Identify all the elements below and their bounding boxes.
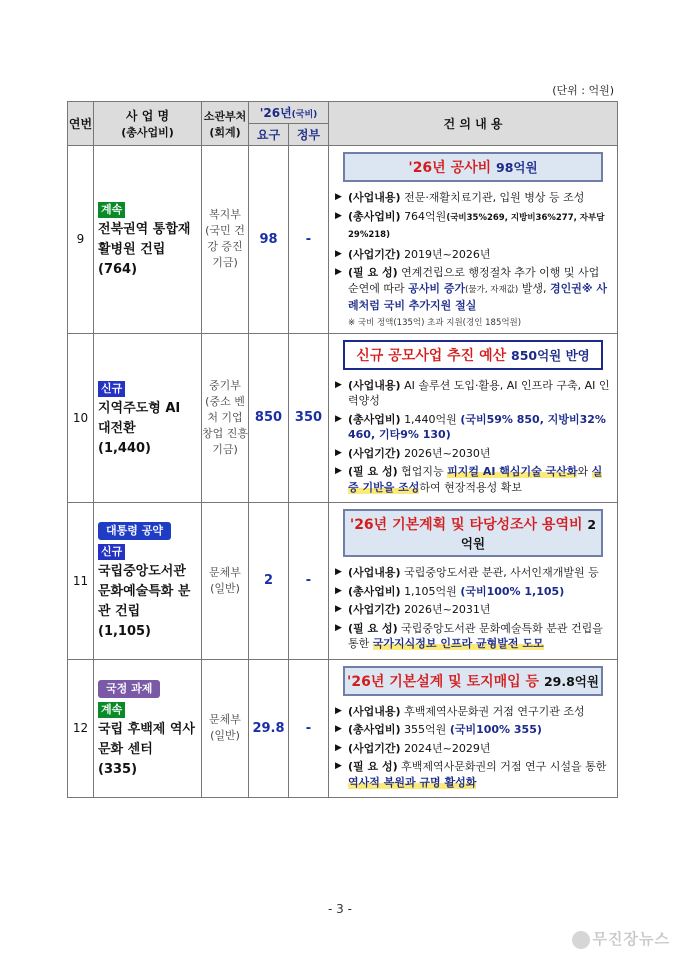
arrow-icon: ▶ (335, 705, 342, 716)
budget-banner: '26년 기본계획 및 타당성조사 용역비 2억원 (343, 509, 603, 557)
arrow-icon: ▶ (335, 267, 342, 277)
project-name: 전북권역 통합재활병원 건립 (98, 222, 191, 258)
watermark: 무진장뉴스 (572, 928, 670, 949)
row-dept: 문체부 (일반) (202, 659, 249, 798)
arrow-icon: ▶ (335, 447, 342, 458)
unit-label: (단위 : 억원) (552, 84, 614, 97)
header-name: 사 업 명 (총사업비) (94, 102, 202, 146)
row-name-cell (94, 146, 202, 334)
content-line: ▶ (필 요 성) 후백제역사문화권의 거점 연구 시설을 통한 역사적 복원과 규명 활성화 (335, 760, 607, 789)
content-line: ▶ (사업내용) 후백제역사문화권 거점 연구기관 조성 (335, 704, 585, 718)
project-name: 국립중앙도서관 문화예술특화 분관 건립 (98, 564, 191, 620)
arrow-icon: ▶ (335, 567, 342, 577)
row-no: 10 (68, 333, 94, 503)
header-content: 건 의 내 용 (329, 102, 618, 146)
header-year: '26년(국비) (249, 102, 329, 124)
content-line: ▶ (필 요 성) 연계건립으로 행정절차 추가 이행 및 사업 순연에 따라 공사비 증가(물가, 자재값) 발생, 경인권※ 사례처럼 국비 추가지원 절실 (335, 266, 607, 312)
content-line: ▶ (사업기간) 2024년~2029년 (335, 741, 491, 755)
row-gov: - (289, 503, 329, 660)
row-dept: 문체부 (일반) (202, 503, 249, 660)
arrow-icon: ▶ (335, 379, 342, 390)
status-badge: 신규 (98, 381, 125, 397)
row-content (329, 146, 618, 334)
arrow-icon: ▶ (335, 622, 342, 633)
status-badge: 신규 (98, 544, 125, 560)
content-line: ▶ (사업내용) AI 솔루션 도입·활용, AI 인프라 구축, AI 인력양성 (335, 378, 610, 407)
status-badge: 계속 (98, 702, 125, 718)
arrow-icon: ▶ (335, 248, 342, 259)
row-name-cell (94, 659, 202, 798)
row-req: 98 (249, 146, 289, 334)
arrow-icon: ▶ (335, 192, 342, 202)
row-name-cell (94, 503, 202, 660)
content-line: ▶ (필 요 성) 협업지능 피지컬 AI 핵심기술 국산화와 실증 기반을 조성하여 현장적용성 확보 (335, 465, 603, 494)
content-line: ▶ (필 요 성) 국립중앙도서관 문화예술특화 분관 건립을 통한 국가지식정보 인프라 균형발전 도모 (335, 621, 603, 650)
content-line: ▶ (사업기간) 2026년~2030년 (335, 446, 491, 460)
budget-banner: '26년 기본설계 및 토지매입 등 29.8억원 (343, 666, 603, 696)
arrow-icon: ▶ (335, 761, 342, 771)
project-total: (764) (98, 262, 138, 278)
table-row (68, 146, 618, 334)
table-row (68, 503, 618, 660)
project-name: 국립 후백제 역사문화 센터 (98, 721, 195, 757)
table-row (68, 333, 618, 503)
content-line: ▶ (총사업비) 1,440억원 (국비59% 850, 지방비32% 460, 기타9% 130) (335, 412, 606, 441)
logo-icon (572, 931, 590, 949)
row-dept: 중기부 (중소 벤처 기업 창업 진흥 기금) (202, 333, 249, 503)
row-gov: 350 (289, 333, 329, 503)
agenda-badge: 국정 과제 (98, 680, 160, 698)
content-line: ▶ (사업기간) 2019년~2026년 (335, 247, 491, 261)
arrow-icon: ▶ (335, 585, 342, 596)
pledge-badge: 대통령 공약 (98, 522, 171, 540)
project-total: (335) (98, 761, 138, 777)
project-name: 지역주도형 AI 대전환 (98, 400, 181, 436)
table-row (68, 659, 618, 798)
header-no: 연번 (68, 102, 94, 146)
row-dept: 복지부 (국민 건강 증진 기금) (202, 146, 249, 334)
row-content (329, 333, 618, 503)
page-number: - 3 - (328, 902, 352, 916)
arrow-icon: ▶ (335, 604, 342, 614)
row-req: 29.8 (249, 659, 289, 798)
project-total: (1,105) (98, 624, 152, 640)
content-line: ▶ (사업기간) 2026년~2031년 (335, 603, 491, 616)
content-line: ▶ (사업내용) 전문·재활치료기관, 입원 병상 등 조성 (335, 191, 585, 204)
row-req: 2 (249, 503, 289, 660)
footnote: ※ 국비 정액(135억) 초과 지원(경인 185억원) (348, 317, 522, 328)
row-no: 12 (68, 659, 94, 798)
row-no: 9 (68, 146, 94, 334)
arrow-icon: ▶ (335, 724, 342, 734)
content-line: ▶ (사업내용) 국립중앙도서관 분관, 사서인재개발원 등 (335, 566, 599, 579)
budget-banner: 신규 공모사업 추진 예산 850억원 반영 (343, 340, 603, 370)
content-line: ▶ (총사업비) 355억원 (국비100% 355) (335, 723, 542, 736)
content-line: ▶ (총사업비) 764억원(국비35%269, 지방비36%277, 자부담29%218) (335, 209, 605, 240)
status-badge: 계속 (98, 202, 125, 218)
arrow-icon: ▶ (335, 413, 342, 424)
header-gov: 정부 (289, 124, 329, 146)
row-name-cell (94, 333, 202, 503)
content-line: ▶ (총사업비) 1,105억원 (국비100% 1,105) (335, 584, 565, 598)
header-dept: 소관부처 (회계) (202, 102, 249, 146)
row-content (329, 659, 618, 798)
budget-table (67, 101, 618, 798)
arrow-icon: ▶ (335, 466, 342, 476)
arrow-icon: ▶ (335, 742, 342, 753)
header-req: 요구 (249, 124, 289, 146)
budget-banner: '26년 공사비 98억원 (343, 152, 603, 182)
project-total: (1,440) (98, 440, 152, 456)
row-no: 11 (68, 503, 94, 660)
arrow-icon: ▶ (335, 210, 342, 221)
row-content (329, 503, 618, 660)
row-req: 850 (249, 333, 289, 503)
row-gov: - (289, 659, 329, 798)
row-gov: - (289, 146, 329, 334)
